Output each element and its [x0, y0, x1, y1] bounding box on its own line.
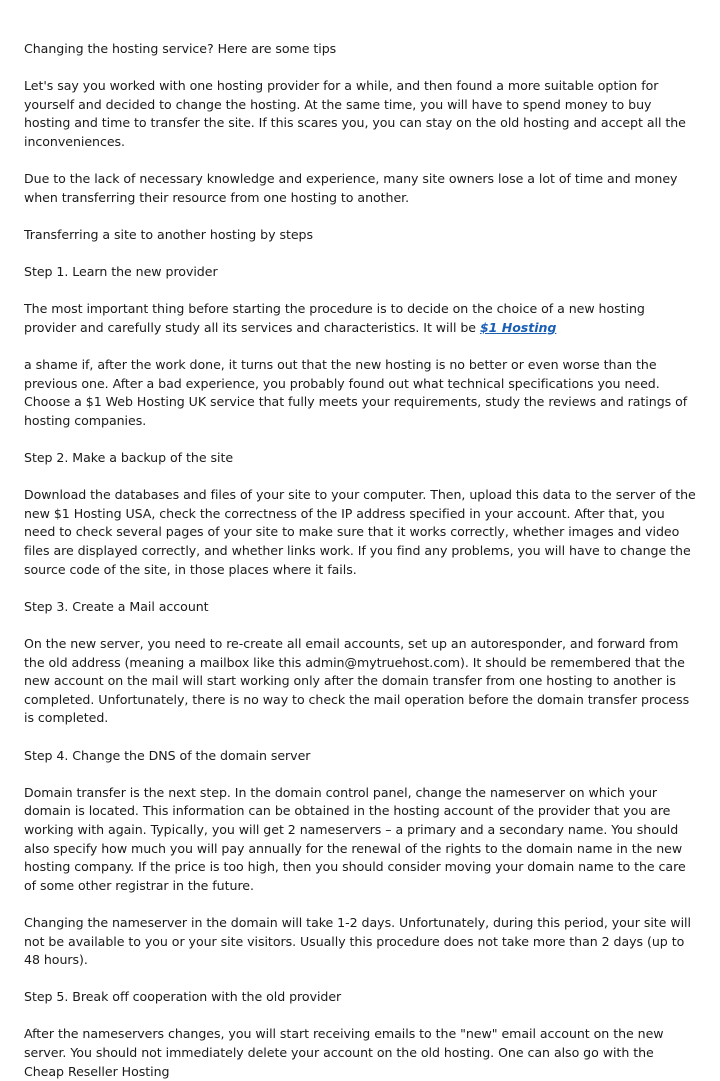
step2-heading: Step 2. Make a backup of the site	[24, 450, 234, 466]
intro-paragraph-1: Let's say you worked with one hosting provider for a while, and then found a more suitable option for yourself and decided to change the hosting. At the same time, you will have to spend money to buy hosting and time to transfer the site. If this scares you, you can stay on the old hosting and accept all the inconveniences.	[24, 78, 686, 149]
step4-paragraph-2: Changing the nameserver in the domain will take 1-2 days. Unfortunately, during this period, your site will not be available to you or your site visitors. Usually this procedure does not take more than 2 days (up to 48 hours).	[24, 914, 691, 968]
article-title: Changing the hosting service? Here are some tips	[24, 41, 337, 56]
step4-heading: Step 4. Change the DNS of the domain server	[24, 747, 311, 763]
step1-paragraph-2: a shame if, after the work done, it turns out that the new hosting is no better or even worse than the previous one. After a bad experience, you probably found out what technical specifications you need. Choose a $1 Web Hosting UK service that fully meets your requirements, study the reviews and ratings of hosting companies.	[24, 357, 688, 428]
step3-heading: Step 3. Create a Mail account	[24, 598, 209, 614]
steps-heading: Transferring a site to another hosting by steps	[24, 226, 314, 242]
step3-paragraph-1: On the new server, you need to re-create all email accounts, set up an autoresponder, and forward from the old address (meaning a mailbox like this admin@mytruehost.com). It should be remembered that the new account on the mail will start working only after the domain transfer from one hosting to another is completed. Unfortunately, there is no way to check the mail operation before the domain transfer process is completed.	[24, 636, 690, 726]
step5-heading: Step 5. Break off cooperation with the old provider	[24, 989, 342, 1005]
step1-heading: Step 1. Learn the new provider	[24, 264, 218, 280]
step1-paragraph-1	[24, 300, 696, 337]
step5-paragraph-1: After the nameservers changes, you will start receiving emails to the "new" email account on the new server. You should not immediately delete your account on the old hosting. One can also go with the Cheap Reseller Hosting	[24, 1026, 664, 1079]
step4-paragraph-1: Domain transfer is the next step. In the domain control panel, change the nameserver on which your domain is located. This information can be obtained in the hosting account of the provider that you are working with again. Typically, you will get 2 nameservers – a primary and a secondary name. You should also specify how much you will pay annually for the renewal of the rights to the domain name in the new hosting company. If the price is too high, then you should consider moving your domain name to the care of some other registrar in the future.	[24, 784, 686, 893]
hosting-link[interactable]: $1 Hosting	[479, 319, 557, 335]
step2-paragraph-1: Download the databases and files of your site to your computer. Then, upload this data to the server of the new $1 Hosting USA, check the correctness of the IP address specified in your account. After that, you need to check several pages of your site to make sure that it works correctly, whether images and video files are displayed correctly, and whether links work. If you find any problems, you will have to change the source code of the site, in those places where it fails.	[24, 487, 696, 577]
step1-paragraph-1-text: The most important thing before starting the procedure is to decide on the choice of a new hosting provider and carefully study all its services and characteristics. It will be	[24, 301, 645, 335]
intro-paragraph-2: Due to the lack of necessary knowledge and experience, many site owners lose a lot of time and money when transferring their resource from one hosting to another.	[24, 171, 678, 205]
